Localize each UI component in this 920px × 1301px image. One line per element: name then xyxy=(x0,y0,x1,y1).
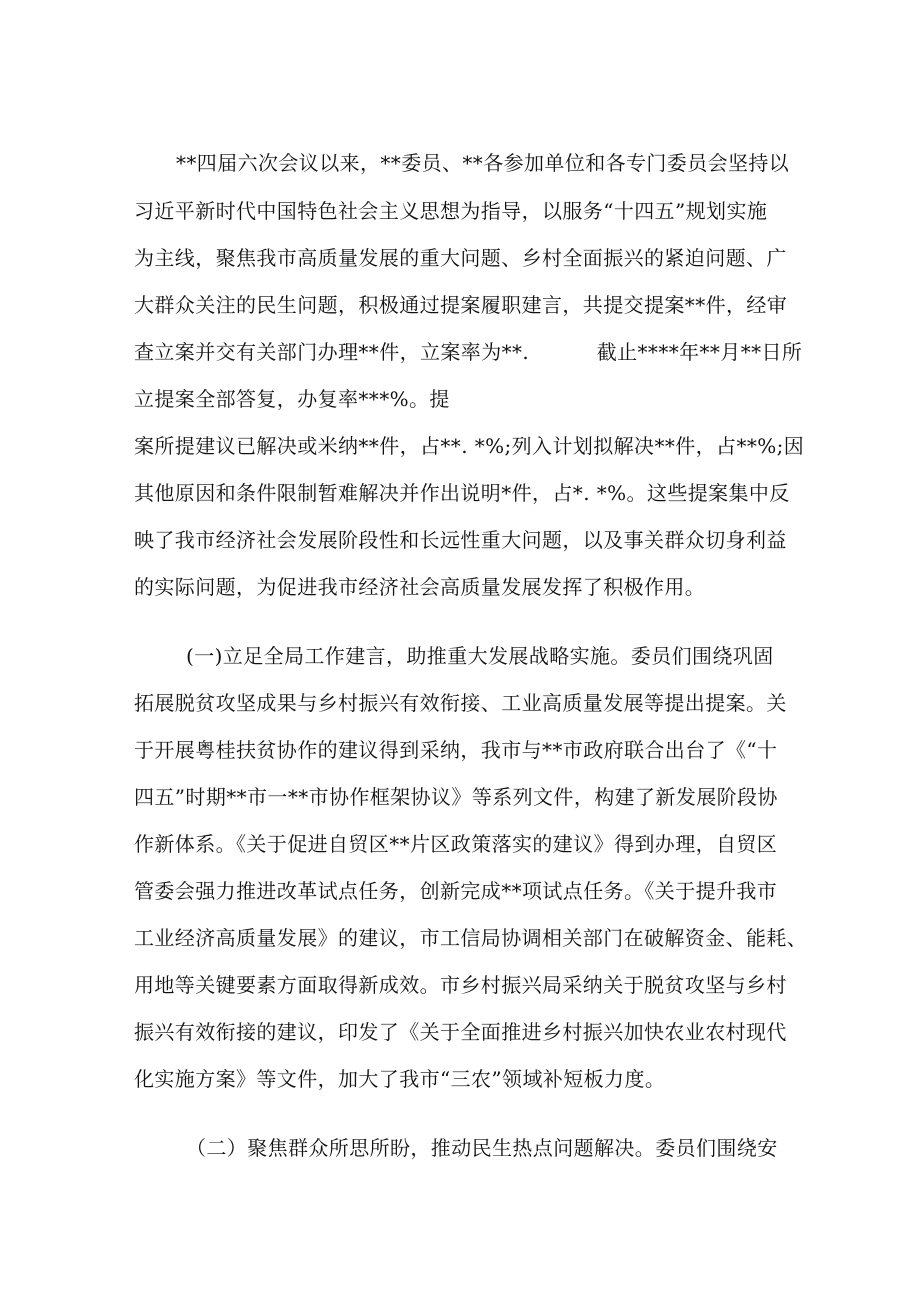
paragraph-1-line-10: 的实际问题，为促进我市经济社会高质量发展发挥了积极作用。 xyxy=(134,575,706,599)
paragraph-1-line-4: 大群众关注的民生问题，积极通过提案履职建言，共提交提案**件，经审 xyxy=(134,293,788,317)
paragraph-2-line-1: (一)立足全局工作建言，助推重大发展战略实施。委员们围绕巩固 xyxy=(186,644,774,668)
paragraph-1-line-8: 其他原因和条件限制暂难解决并作出说明*件，占*. *%。这些提案集中反 xyxy=(134,481,790,505)
paragraph-1-line-9: 映了我市经济社会发展阶段性和长远性重大问题，以及事关群众切身利益 xyxy=(134,528,787,552)
paragraph-2-line-10: 化实施方案》等文件，加大了我市“三农”领域补短板力度。 xyxy=(134,1067,666,1091)
paragraph-1-line-5: 查立案并交有关部门办理**件，立案率为**. 截止****年**月**日所 xyxy=(134,340,803,364)
paragraph-1-line-1: **四届六次会议以来，**委员、**各参加单位和各专门委员会坚持以 xyxy=(176,151,790,175)
paragraph-2-line-6: 管委会强力推进改革试点任务，创新完成**项试点任务。《关于提升我市 xyxy=(134,879,778,903)
paragraph-1-line-6: 立提案全部答复，办复率***%。提 xyxy=(134,387,450,411)
paragraph-1-line-3: 为主线，聚焦我市高质量发展的重大问题、乡村全面振兴的紧迫问题、广 xyxy=(134,246,787,270)
paragraph-1-line-2: 习近平新时代中国特色社会主义思想为指导，以服务“十四五”规划实施 xyxy=(134,199,768,223)
paragraph-2-line-5: 作新体系。《关于促进自贸区**片区政策落实的建议》得到办理，自贸区 xyxy=(134,832,778,856)
paragraph-2-line-2: 拓展脱贫攻坚成果与乡村振兴有效衔接、工业高质量发展等提出提案。关 xyxy=(134,691,787,715)
paragraph-2-line-8: 用地等关键要素方面取得新成效。市乡村振兴局采纳关于脱贫攻坚与乡村 xyxy=(134,973,787,997)
paragraph-2-line-3: 于开展粤桂扶贫协作的建议得到采纳，我市与**市政府联合出台了《“十 xyxy=(134,738,778,762)
paragraph-2-line-4: 四五”时期**市一**市协作框架协议》等系列文件，构建了新发展阶段协 xyxy=(134,785,778,809)
paragraph-1-line-7: 案所提建议已解决或米纳**件，占**. *%;列入计划拟解决**件，占**%;因 xyxy=(134,434,805,458)
paragraph-3-line-1: （二）聚焦群众所思所盼，推动民生热点问题解决。委员们围绕安 xyxy=(186,1136,778,1160)
paragraph-2-line-9: 振兴有效衔接的建议，印发了《关于全面推进乡村振兴加快农业农村现代 xyxy=(134,1020,787,1044)
paragraph-2-line-7: 工业经济高质量发展》的建议，市工信局协调相关部门在破解资金、能耗、 xyxy=(134,926,808,950)
